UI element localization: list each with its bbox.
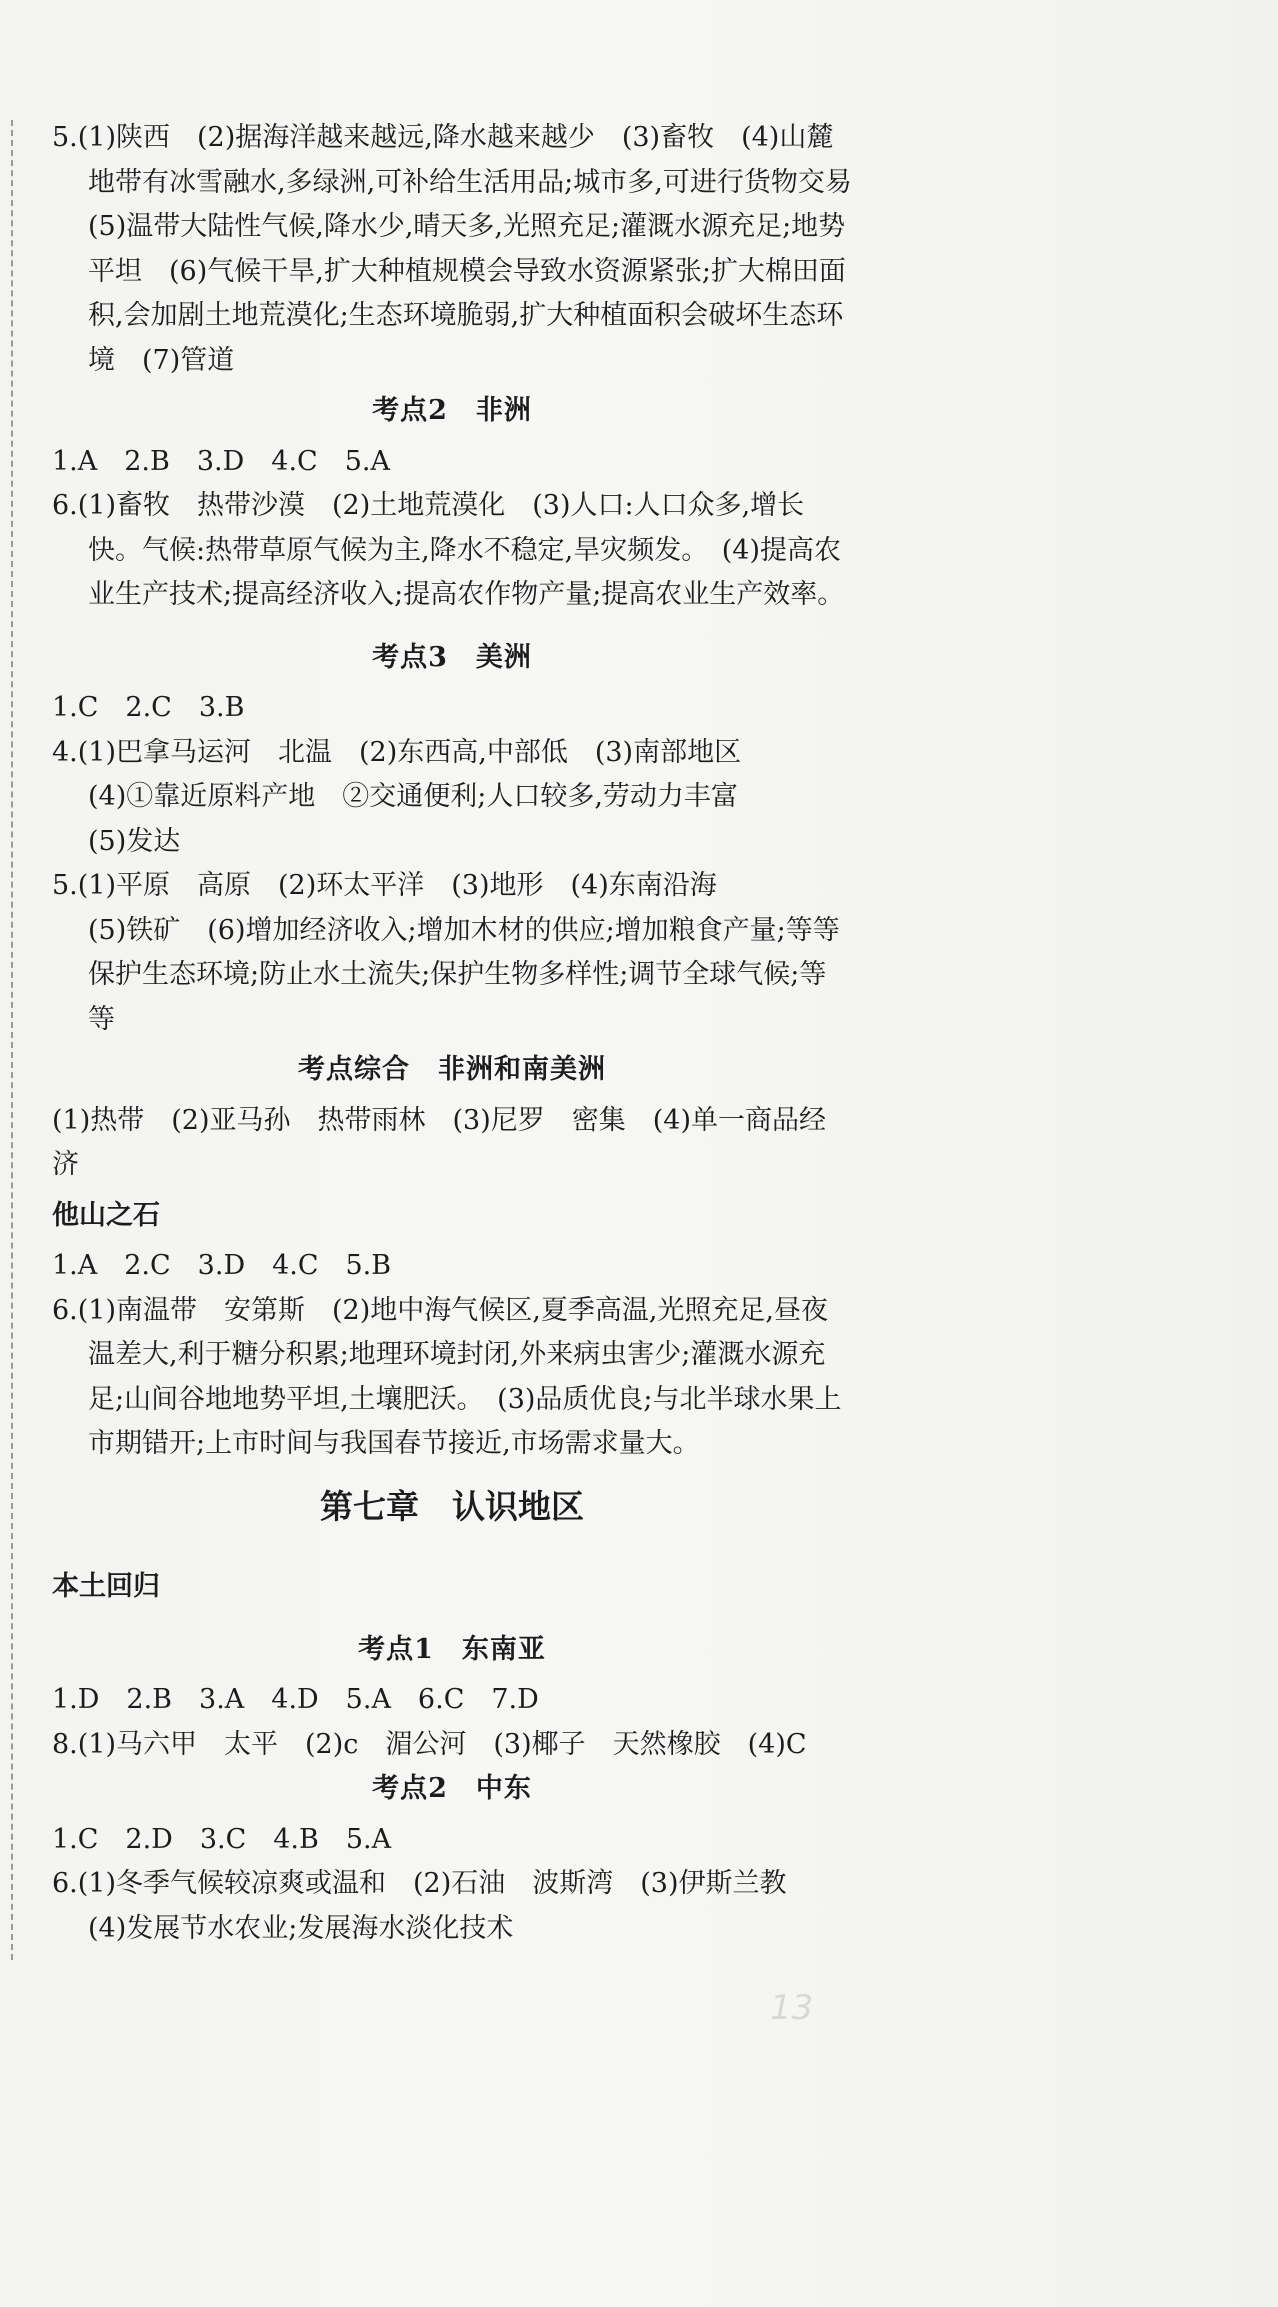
answer-q4-america: 4.(1)巴拿马运河 北温 (2)东西高,中部低 (3)南部地区 <box>52 736 742 768</box>
answer-choices-middle-east: 1.C 2.D 3.C 4.B 5.A <box>52 1823 392 1855</box>
answer-choices-tashan: 1.A 2.C 3.D 4.C 5.B <box>52 1250 392 1281</box>
answer-q8-southeast-asia: 8.(1)马六甲 太平 (2)c 湄公河 (3)椰子 天然橡胶 (4)C <box>52 1728 807 1760</box>
answer-q5-america: 5.(1)平原 高原 (2)环太平洋 (3)地形 (4)东南沿海 <box>52 870 717 901</box>
heading-kaodian2-middle-east: 考点2 中东 <box>372 1773 532 1804</box>
binding-margin-line <box>11 120 13 1960</box>
heading-bentu-huigui: 本土回归 <box>52 1571 160 1602</box>
page-number: 13 <box>770 1988 814 2028</box>
answer-q6-middle-east: 6.(1)冬季气候较凉爽或温和 (2)石油 波斯湾 (3)伊斯兰教 <box>52 1868 787 1899</box>
heading-kaodian-comprehensive: 考点综合 非洲和南美洲 <box>298 1054 606 1085</box>
answer-q4-part4: (4)①靠近原料产地 ②交通便利;人口较多,劳动力丰富 <box>88 781 738 812</box>
answer-q6-africa: 6.(1)畜牧 热带沙漠 (2)土地荒漠化 (3)人口:人口众多,增长快。气候:热带草原气候为主,降水不稳定,旱灾频发。 (4)提高农业生产技术;提高经济收入;提高农作物产量;提高农业生产效率。 <box>52 490 845 610</box>
answer-choices-southeast-asia: 1.D 2.B 3.A 4.D 5.A 6.C 7.D <box>52 1684 539 1715</box>
answer-comprehensive: (1)热带 (2)亚马孙 热带雨林 (3)尼罗 密集 (4)单一商品经济 <box>52 1104 826 1180</box>
heading-tashan-zhishi: 他山之石 <box>52 1199 160 1231</box>
answer-q6-tashan: 6.(1)南温带 安第斯 (2)地中海气候区,夏季高温,光照充足,昼夜温差大,利于糖分积累;地理环境封闭,外来病虫害少;灌溉水源充足;山间谷地地势平坦,土壤肥沃。 (3)品质优良;与北半球水果上市期错开;上市时间与我国春节接近,市场需求量大。 <box>52 1294 842 1459</box>
answer-content <box>52 116 879 1951</box>
chapter-title: 第七章 认识地区 <box>320 1486 584 1526</box>
answer-choices-africa: 1.A 2.B 3.D 4.C 5.A <box>52 445 390 477</box>
heading-kaodian2-africa: 考点2 非洲 <box>372 395 532 426</box>
answer-q5-part5-6: (5)铁矿 (6)增加经济收入;增加木材的供应;增加粮食产量;等等 保护生态环境;防止水土流失;保护生物多样性;调节全球气候;等等 <box>88 914 867 1035</box>
answer-choices-america: 1.C 2.C 3.B <box>52 692 245 723</box>
answer-q4-part5: (5)发达 <box>88 825 181 857</box>
answer-q5-shaanxi: 5.(1)陕西 (2)据海洋越来越远,降水越来越少 (3)畜牧 (4)山麓地带有冰雪融水,多绿洲,可补给生活用品;城市多,可进行货物交易 (5)温带大陆性气候,降水少,晴天多,光照充足;灌溉水源充足;地势平坦 (6)气候干旱,扩大种植规模会导致水资源紧张;扩大棉田面积,会加剧土地荒漠化;生态环境脆弱,扩大种植面积会破坏生态环境 (7)管道 <box>52 122 879 376</box>
heading-kaodian1-southeast-asia: 考点1 东南亚 <box>358 1633 546 1665</box>
heading-kaodian3-america: 考点3 美洲 <box>372 641 532 673</box>
answer-q6-part4-middle-east: (4)发展节水农业;发展海水淡化技术 <box>88 1912 514 1944</box>
